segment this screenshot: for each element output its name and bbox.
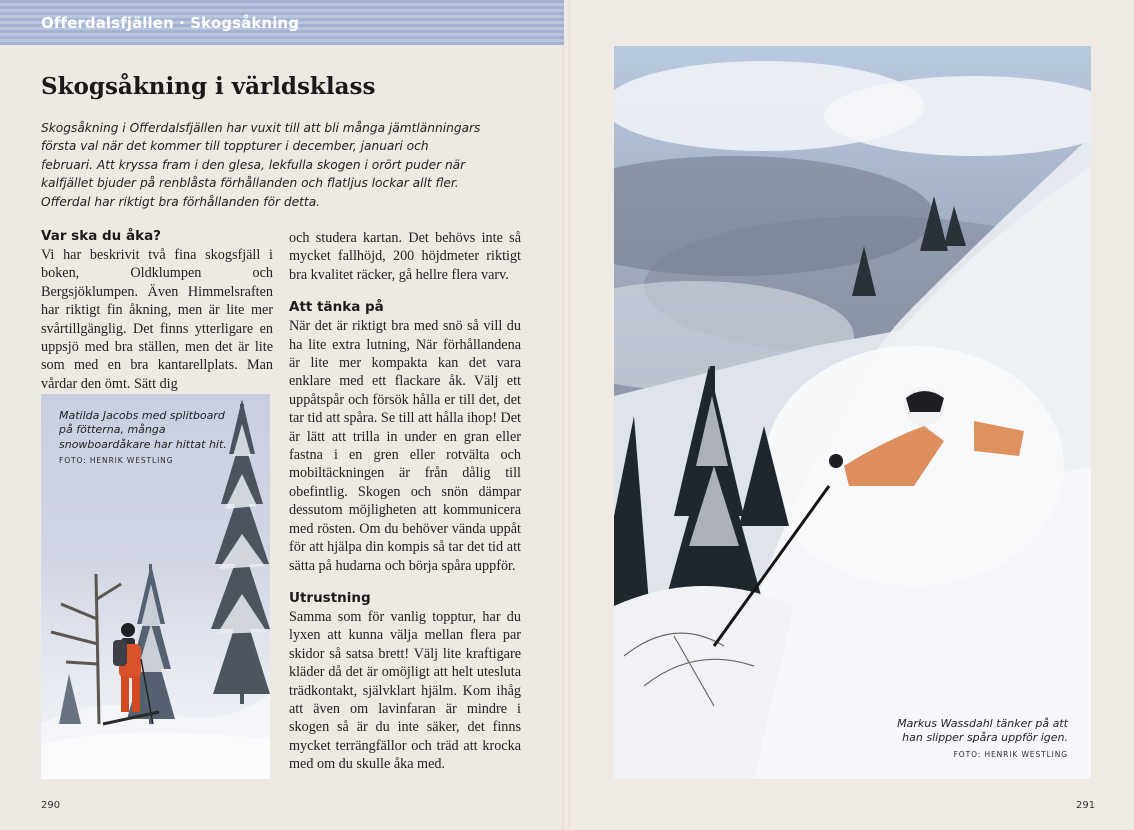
- section-body-var-ska-du-aka: Vi har beskrivit två fina skogsfjäll i boken, Oldklumpen och Bergsjöklumpen. Även Himmelsraften har riktigt fin åkning, men är lite mer svårtillgänglig. Det finns ytterligare en uppsjö med bra ställen, men det är lite som med en bra kantarellplats. Man vårdar den ömt. Sätt dig: [41, 247, 273, 392]
- page-number-left: 290: [41, 800, 61, 811]
- running-header: [0, 0, 564, 45]
- page-number-right: 291: [1076, 800, 1096, 811]
- book-gutter: [562, 0, 570, 830]
- section-body-var-ska-du-aka-continued: och studera kartan. Det behövs inte så mycket fallhöjd, 200 höjdmeter riktigt bra kvalitet räcker, gå hellre flera varv.: [289, 230, 521, 283]
- section-heading-var-ska-du-aka: Var ska du åka?: [41, 228, 162, 244]
- article-title: Skogsåkning i världsklass: [41, 73, 376, 100]
- section-heading-utrustning: Utrustning: [289, 589, 371, 606]
- section-heading-att-tanka-pa: Att tänka på: [289, 299, 384, 316]
- photo-caption-left-text: Matilda Jacobs med splitboard på fötterna, många snowboardåkare har hittat hit.: [59, 409, 227, 451]
- photo-caption-left: [59, 409, 234, 468]
- running-header-title: Offerdalsfjällen · Skogsåkning: [41, 14, 300, 32]
- section-body-att-tanka-pa: När det är riktigt bra med snö så vill du ha lite extra lutning, När förhållandena är lite mer kompakta kan det vara enklare med ett flackare åk. Välj ett uppåtspår och försök hålla er till det, det tar tid att spåra. Se till att hålla ihop! Det är lätt att trilla in under en gran eller fastna i en gren eller rotvälta och mobiltäckningen är från dålig till obefintlig. Skogen och snön dämpar dessutom möjligheten att kommunicera med rösten. Om du behöver vända uppåt för att hjälpa din kompis så tar det tid att sätta på hudarna och börja spåra uppför.: [289, 318, 521, 574]
- article-lede: Skogsåkning i Offerdalsfjällen har vuxit till att bli många jämtlänningars första val när det kommer till toppturer i december, januari och februari. Att kryssa fram i den glesa, lekfulla skogen i orört puder när kalfjället bjuder på renblåsta förhållanden och flatljus lockar allt fler. Offerdal har riktigt bra förhållanden för detta.: [41, 121, 481, 209]
- photo-powder-skier: [614, 46, 1091, 779]
- text-column-2: [289, 229, 521, 774]
- section-body-utrustning: Samma som för vanlig topptur, har du lyxen att kunna välja mellan flera par skidor så satsa brett! Välj lite kraftigare kläder då det är omöjligt att helt utesluta trädkontakt, självklart hjälm. Kom ihåg att även om lavinfaran är mindre i skogen så är du inte säker, det finns mycket terrängfällor och träd att krocka med om du skulle åka med.: [289, 608, 521, 773]
- photo-credit-right: FOTO: HENRIK WESTLING: [953, 749, 1068, 759]
- photo-credit-left: FOTO: HENRIK WESTLING: [59, 455, 174, 465]
- photo-caption-right-text: Markus Wassdahl tänker på att han slipper spåra uppför igen.: [897, 717, 1068, 745]
- text-column-1: [41, 227, 273, 393]
- photo-caption-right: [876, 717, 1068, 762]
